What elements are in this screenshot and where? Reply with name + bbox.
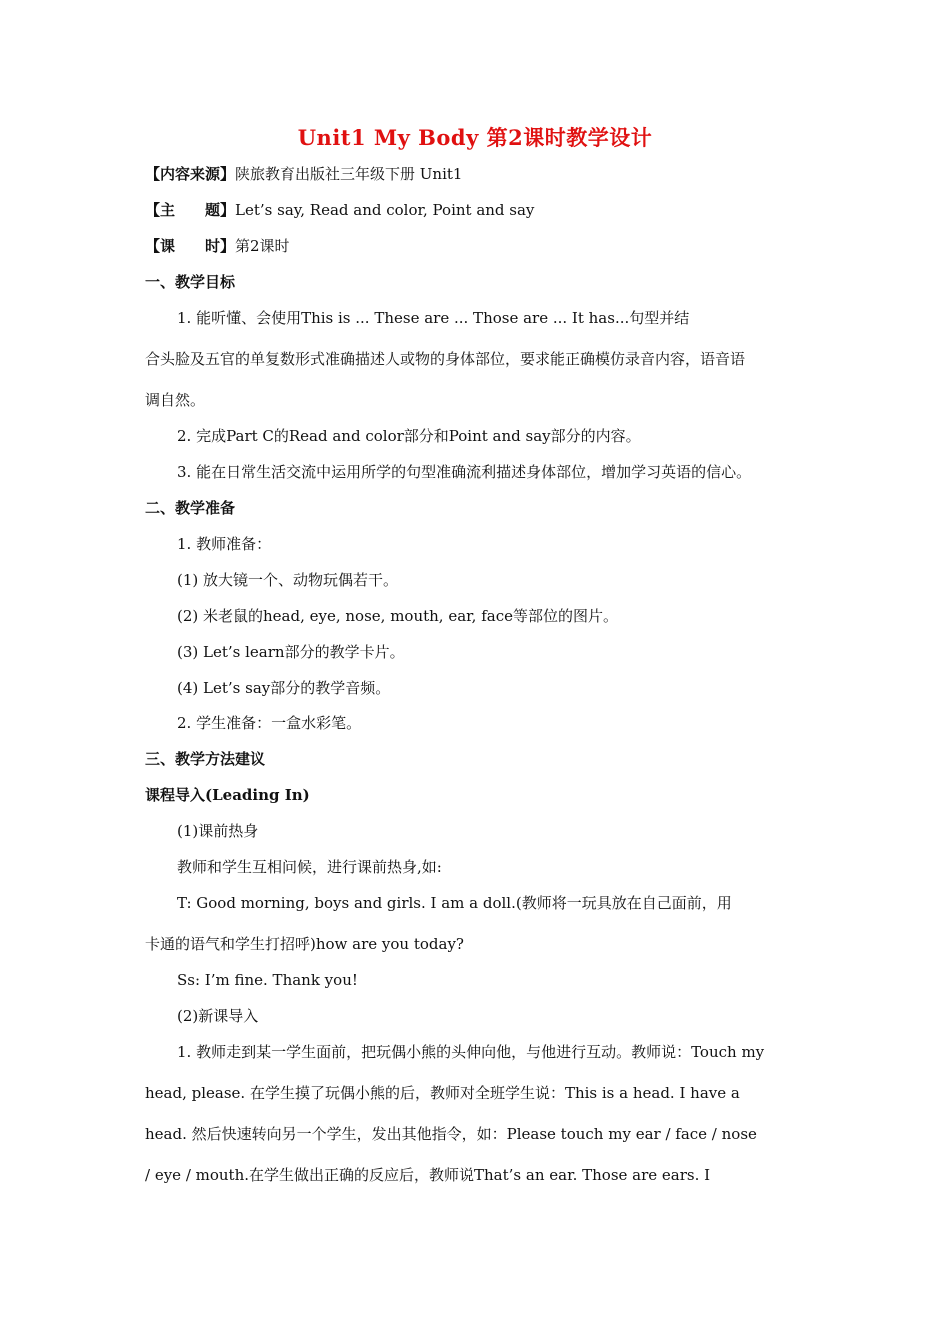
new-lesson-para-line-1: 1. 教师走到某一学生面前，把玩偶小熊的头伸向他，与他进行互动。教师说：Touch my [177, 1043, 765, 1061]
prep-teacher-item-2: (2) 米老鼠的head, eye, nose, mouth, ear, face等部位的图片。 [177, 607, 618, 625]
objective-2: 2. 完成Part C的Read and color部分和Point and say部分的内容。 [177, 427, 641, 445]
objective-1-line-2: 合头脸及五官的单复数形式准确描述人或物的身体部位，要求能正确模仿录音内容，语音语 [145, 350, 746, 368]
section-heading-preparation: 二、教学准备 [145, 499, 236, 517]
new-lesson-title: (2)新课导入 [177, 1007, 259, 1025]
subheading-leading-in: 课程导入(Leading In) [145, 786, 310, 804]
meta-source-value: 陕旅教育出版社三年级下册 Unit1 [235, 165, 463, 183]
objective-1-line-3: 调自然。 [145, 391, 206, 409]
dialog-teacher-line-2: 卡通的语气和学生打招呼)how are you today? [145, 935, 464, 953]
objective-3: 3. 能在日常生活交流中运用所学的句型准确流利描述身体部位，增加学习英语的信心。 [177, 463, 752, 481]
dialog-teacher-line-1: T: Good morning, boys and girls. I am a doll.(教师将一玩具放在自己面前，用 [177, 894, 732, 912]
prep-teacher-item-1: (1) 放大镜一个、动物玩偶若干。 [177, 571, 399, 589]
new-lesson-para-line-2: head, please. 在学生摸了玩偶小熊的后，教师对全班学生说：This is a head. I have a [145, 1084, 740, 1102]
section-heading-objectives: 一、教学目标 [145, 273, 236, 291]
objective-1-line-1: 1. 能听懂、会使用This is ... These are ... Those are ... It has...句型并结 [177, 309, 690, 327]
new-lesson-para-line-3: head. 然后快速转向另一个学生，发出其他指令，如：Please touch my ear / face / nose [145, 1125, 757, 1143]
warmup-intro: 教师和学生互相问候，进行课前热身,如: [177, 858, 442, 876]
prep-teacher: 1. 教师准备： [177, 535, 272, 553]
document-title: Unit1 My Body 第2课时教学设计 [297, 125, 653, 150]
meta-source [145, 164, 462, 184]
prep-student: 2. 学生准备：一盒水彩笔。 [177, 714, 362, 732]
new-lesson-para-line-4: / eye / mouth.在学生做出正确的反应后，教师说That’s an ear. Those are ears. I [145, 1166, 711, 1184]
meta-topic [145, 200, 534, 220]
meta-source-label: 【内容来源】 [145, 165, 236, 183]
meta-period [145, 236, 290, 256]
dialog-students: Ss: I’m fine. Thank you! [177, 971, 358, 989]
prep-teacher-item-4: (4) Let’s say部分的教学音频。 [177, 679, 391, 697]
meta-topic-label: 【主 题】 [145, 201, 236, 219]
prep-teacher-item-3: (3) Let’s learn部分的教学卡片。 [177, 643, 405, 661]
warmup-title: (1)课前热身 [177, 822, 259, 840]
meta-period-label: 【课 时】 [145, 237, 236, 255]
section-heading-methods: 三、教学方法建议 [145, 750, 266, 768]
meta-period-value: 第2课时 [235, 237, 290, 255]
meta-topic-value: Let’s say, Read and color, Point and say [235, 201, 535, 219]
